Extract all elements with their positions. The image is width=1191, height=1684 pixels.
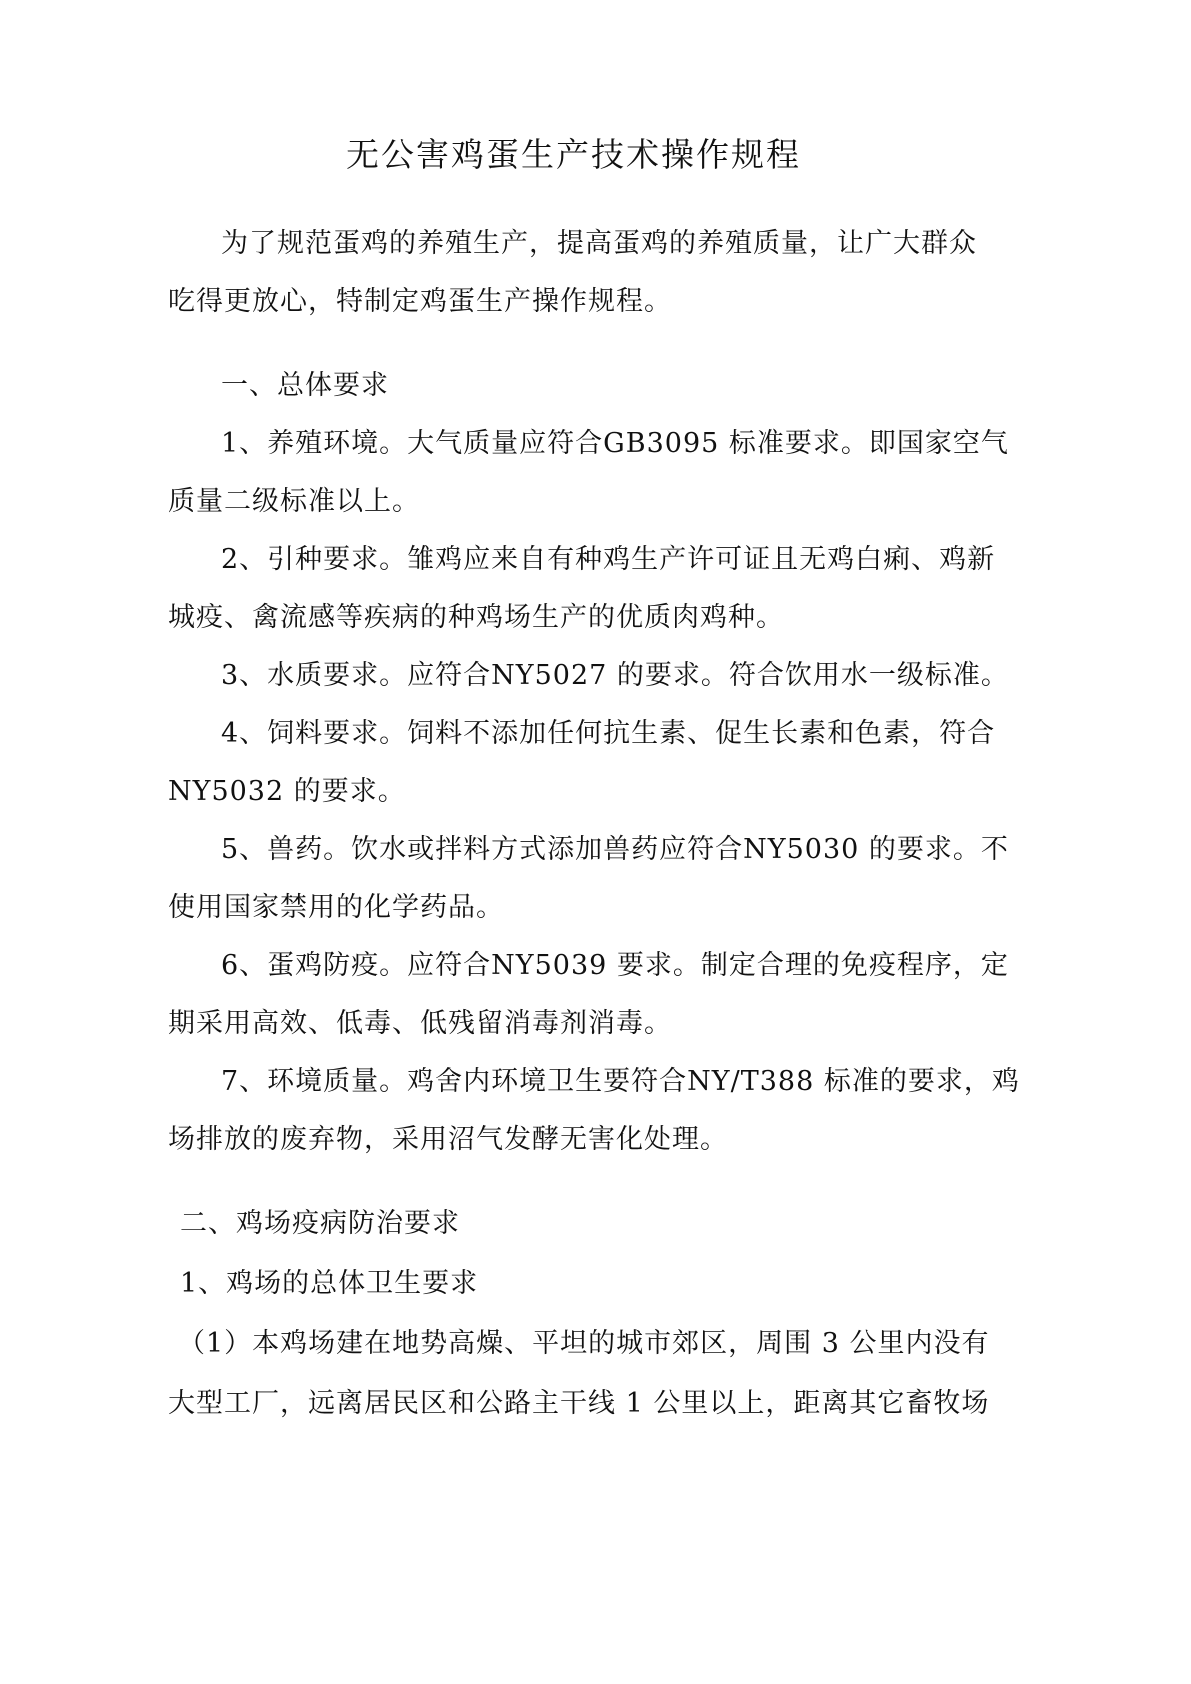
intro-line-2: 吃得更放心，特制定鸡蛋生产操作规程。 [168, 286, 672, 317]
intro-line-1: 为了规范蛋鸡的养殖生产，提高蛋鸡的养殖质量，让广大群众 [221, 228, 977, 259]
item6-line-2: 期采用高效、低毒、低残留消毒剂消毒。 [168, 1008, 672, 1039]
item1-line-2: 质量二级标准以上。 [168, 486, 420, 517]
item7-line-2: 场排放的废弃物，采用沼气发酵无害化处理。 [168, 1124, 728, 1155]
section2-subheading: 1、鸡场的总体卫生要求 [180, 1268, 479, 1299]
section2-para1-line-1: （1）本鸡场建在地势高燥、平坦的城市郊区，周围 3 公里内没有 [178, 1328, 990, 1359]
item4-line-1: 4、饲料要求。饲料不添加任何抗生素、促生长素和色素，符合 [221, 718, 996, 749]
item2-line-1: 2、引种要求。雏鸡应来自有种鸡生产许可证且无鸡白痢、鸡新 [221, 544, 996, 575]
section2-heading: 二、鸡场疫病防治要求 [180, 1208, 460, 1239]
item6-line-1: 6、蛋鸡防疫。应符合NY5039 要求。制定合理的免疫程序，定 [221, 950, 1009, 981]
item2-line-2: 城疫、禽流感等疾病的种鸡场生产的优质肉鸡种。 [168, 602, 784, 633]
item5-line-1: 5、兽药。饮水或拌料方式添加兽药应符合NY5030 的要求。不 [221, 834, 1009, 865]
section2-para1-line-2: 大型工厂，远离居民区和公路主干线 1 公里以上，距离其它畜牧场 [168, 1388, 990, 1419]
item3-line-1: 3、水质要求。应符合NY5027 的要求。符合饮用水一级标准。 [221, 660, 1009, 691]
item4-line-2: NY5032 的要求。 [168, 776, 406, 807]
item1-line-1: 1、养殖环境。大气质量应符合GB3095 标准要求。即国家空气 [221, 428, 1009, 459]
section1-heading: 一、总体要求 [221, 370, 389, 401]
item5-line-2: 使用国家禁用的化学药品。 [168, 892, 504, 923]
item7-line-1: 7、环境质量。鸡舍内环境卫生要符合NY/T388 标准的要求，鸡 [221, 1066, 1020, 1097]
document-title: 无公害鸡蛋生产技术操作规程 [346, 135, 801, 174]
